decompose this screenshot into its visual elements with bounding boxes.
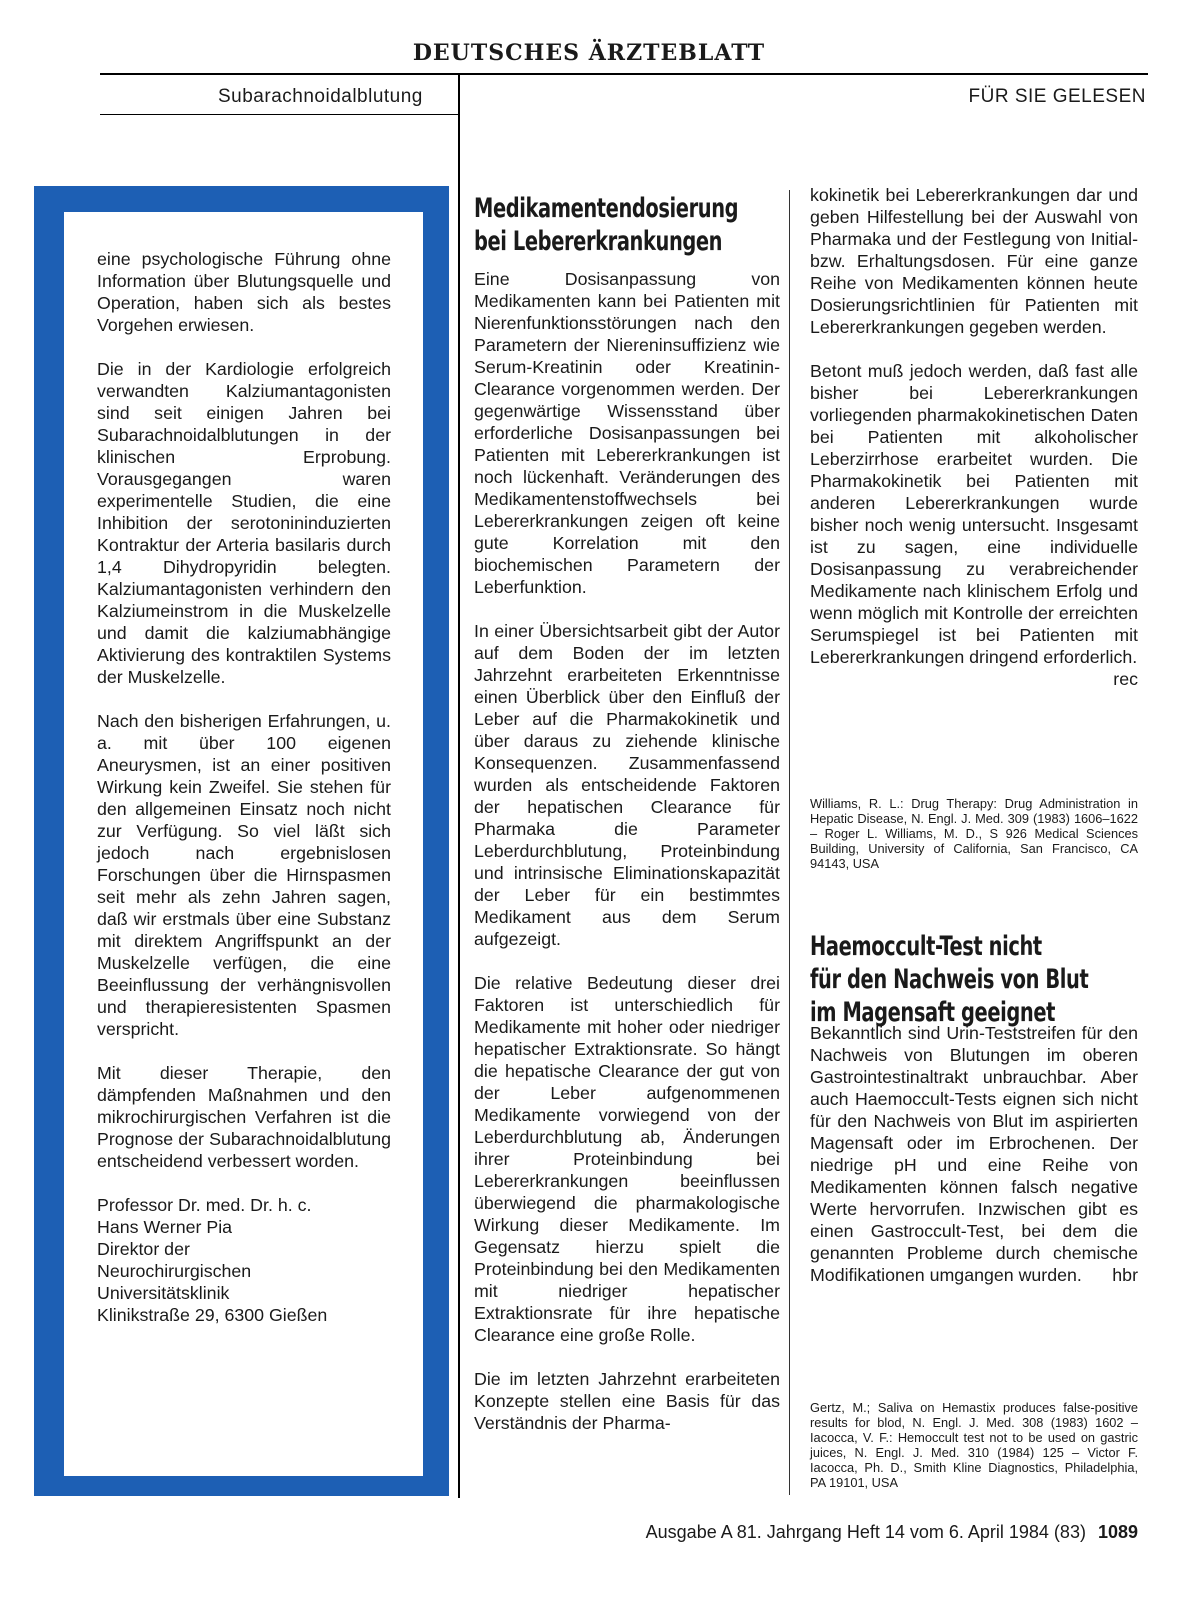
paragraph: kokinetik bei Lebererkrankungen dar und geben Hilfestellung bei der Auswahl von Pharmaka und der Festlegung von Initial- bzw. Erhaltungsdosen. Für eine ganze Reihe von Medikamenten können heute Dosierungsrichtlinien für Patienten mit Lebererkrankungen gegeben werden. bbox=[810, 185, 1138, 337]
paragraph bbox=[810, 360, 1138, 689]
title-line: bei Lebererkrankungen bbox=[474, 226, 723, 257]
paragraph: Eine Dosisanpassung von Medikamenten kann bei Patienten mit Nierenfunktionsstörungen nach den Parametern der Niereninsuffizienz wie Serum-Kreatinin oder Kreatinin-Clearance vorgenommen werden. Der gegenwärtige Wissensstand über erforderliche Dosisanpassungen bei Patienten mit Lebererkrankungen ist noch lückenhaft. Veränderungen des Medikamentenstoffwechsels bei Lebererkrankungen zeigen oft keine gute Korrelation mit den biochemischen Parametern der Leberfunktion. bbox=[474, 269, 780, 597]
paragraph: Mit dieser Therapie, den dämpfenden Maßnahmen und den mikrochirurgischen Verfahren ist die Prognose der Subarachnoidalblutung entscheidend verbessert worden. bbox=[97, 1063, 391, 1171]
reference: Gertz, M.; Saliva on Hemastix produces false-positive results for blod, N. Engl. J. Med. 308 (1983) 1602 – Iacocca, V. F.: Hemoccult test not to be used on gastric juices, N. Engl. J. Med. 310 (1984) 125 – Victor F. Iacocca, Ph. D., Smith Kline Diagnostics, Philadelphia, PA 19101, USA bbox=[810, 1400, 1138, 1490]
signature-line: Neurochirurgischen bbox=[97, 1261, 252, 1281]
paragraph: eine psychologische Führung ohne Information über Blutungsquelle und Operation, haben sich als bestes Vorgehen erwiesen. bbox=[97, 249, 391, 335]
paragraph: In einer Übersichtsarbeit gibt der Autor auf dem Boden der im letzten Jahrzehnt erarbeiteten Erkenntnisse einen Überblick über den Einfluß der Leber auf die Pharmakokinetik und über daraus zu ziehende klinische Konsequenzen. Zusammenfassend wurden als entscheidende Faktoren der hepatischen Clearance für Pharmaka die Parameter Leberdurchblutung, Proteinbindung und intrinsische Eliminationskapazität der Leber für ein bestimmtes Medikament aus dem Serum aufgezeigt. bbox=[474, 621, 780, 949]
title-line: Medikamentendosierung bbox=[474, 193, 739, 224]
author-initials: rec bbox=[1113, 669, 1138, 689]
signature-line: Direktor der bbox=[97, 1239, 190, 1259]
reference: Williams, R. L.: Drug Therapy: Drug Administration in Hepatic Disease, N. Engl. J. Med. 309 (1983) 1606–1622 – Roger L. Williams, M. D., S 926 Medical Sciences Building, University of California, San Francisco, CA 94143, USA bbox=[810, 796, 1138, 871]
article-body bbox=[474, 268, 780, 1456]
column-divider bbox=[458, 73, 460, 1498]
column-continuation bbox=[97, 248, 391, 1326]
column-divider-thin bbox=[789, 190, 790, 1495]
page-number: 1089 bbox=[1097, 1522, 1138, 1542]
signature-line: Klinikstraße 29, 6300 Gießen bbox=[97, 1305, 328, 1325]
paragraph bbox=[810, 1022, 1138, 1286]
article-body-continued bbox=[810, 184, 1138, 690]
author-signature bbox=[97, 1194, 391, 1326]
title-line: im Magensaft geeignet bbox=[810, 997, 1055, 1028]
section-label-left: Subarachnoidalblutung bbox=[218, 86, 423, 107]
masthead: DEUTSCHES ÄRZTEBLATT bbox=[412, 40, 766, 66]
paragraph: Die in der Kardiologie erfolgreich verwandten Kalziumantagonisten sind seit einigen Jahren bei Subarachnoidalblutungen in der klinischen Erprobung. Vorausgegangen waren experimentelle Studien, die eine Inhibition der serotonininduzierten Kontraktur der Arteria basilaris durch 1,4 Dihydropyridin belegten. Kalziumantagonisten verhindern den Kalziumeinstrom in die Muskelzelle und damit die kalziumabhängige Aktivierung des kontraktilen Systems der Muskelzelle. bbox=[97, 359, 391, 687]
title-line: Haemoccult-Test nicht bbox=[810, 931, 1042, 962]
signature-line: Universitätsklinik bbox=[97, 1283, 230, 1303]
signature-line: Hans Werner Pia bbox=[97, 1217, 233, 1237]
article-title bbox=[474, 192, 778, 258]
title-line: für den Nachweis von Blut bbox=[810, 964, 1089, 995]
paragraph-text: Betont muß jedoch werden, daß fast alle bisher bei Lebererkrankungen vorliegenden pharmakokinetischen Daten bei Patienten mit alkoholischer Leberzirrhose erarbeitet wurden. Die Pharmakokinetik bei Patienten mit anderen Lebererkrankungen wurde bisher noch wenig untersucht. Insgesamt ist zu sagen, eine individuelle Dosisanpassung zu verabreichender Medikamente nach klinischem Erfolg und wenn möglich mit Kontrolle der erreichten Serumspiegel ist bei Patienten mit Lebererkrankungen dringend erforderlich. bbox=[810, 361, 1138, 667]
page-footer bbox=[646, 1522, 1138, 1543]
section-rule bbox=[100, 114, 458, 115]
paragraph: Nach den bisherigen Erfahrungen, u. a. mit über 100 eigenen Aneurysmen, ist an einer positiven Wirkung kein Zweifel. Sie stehen für den allgemeinen Einsatz noch nicht zur Verfügung. So viel läßt sich jedoch nach ergebnislosen Forschungen über die Hirnspasmen seit mehr als zehn Jahren sagen, daß wir erstmals über eine Substanz mit direktem Angriffspunkt an der Muskelzelle verfügen, die eine Beeinflussung der verhängnisvollen und therapieresistenten Spasmen verspricht. bbox=[97, 711, 391, 1039]
paragraph: Die relative Bedeutung dieser drei Faktoren ist unterschiedlich für Medikamente mit hoher oder niedriger hepatischer Extraktionsrate. So hängt die hepatische Clearance der gut von der Leber aufgenommenen Medikamente vorwiegend von der Leberdurchblutung ab, Änderungen ihrer Proteinbindung bei Lebererkrankungen beeinflussen überwiegend die pharmakologische Wirkung dieser Medikamente. Im Gegensatz hierzu spielt die Proteinbindung bei den Medikamenten mit niedriger hepatischer Extraktionsrate für ihre hepatische Clearance eine große Rolle. bbox=[474, 973, 780, 1345]
author-initials: hbr bbox=[1112, 1265, 1138, 1285]
signature-line: Professor Dr. med. Dr. h. c. bbox=[97, 1195, 312, 1215]
article-title bbox=[810, 930, 1146, 1029]
article-body bbox=[810, 1022, 1138, 1308]
issue-info: Ausgabe A 81. Jahrgang Heft 14 vom 6. April 1984 (83) bbox=[645, 1522, 1086, 1542]
paragraph: Die im letzten Jahrzehnt erarbeiteten Konzepte stellen eine Basis für das Verständnis der Pharma- bbox=[474, 1369, 780, 1433]
section-label-right: FÜR SIE GELESEN bbox=[968, 86, 1146, 107]
header-rule bbox=[100, 73, 1148, 75]
paragraph-text: Bekanntlich sind Urin-Teststreifen für den Nachweis von Blutungen im oberen Gastrointestinaltrakt unbrauchbar. Aber auch Haemoccult-Tests eignen sich nicht für den Nachweis von Blut im aspirierten Magensaft oder im Erbrochenen. Der niedrige pH und eine Reihe von Medikamenten können falsch negative Werte hervorrufen. Inzwischen gibt es einen Gastroccult-Test, bei dem die genannten Probleme durch chemische Modifikationen umgangen wurden. bbox=[810, 1023, 1138, 1285]
